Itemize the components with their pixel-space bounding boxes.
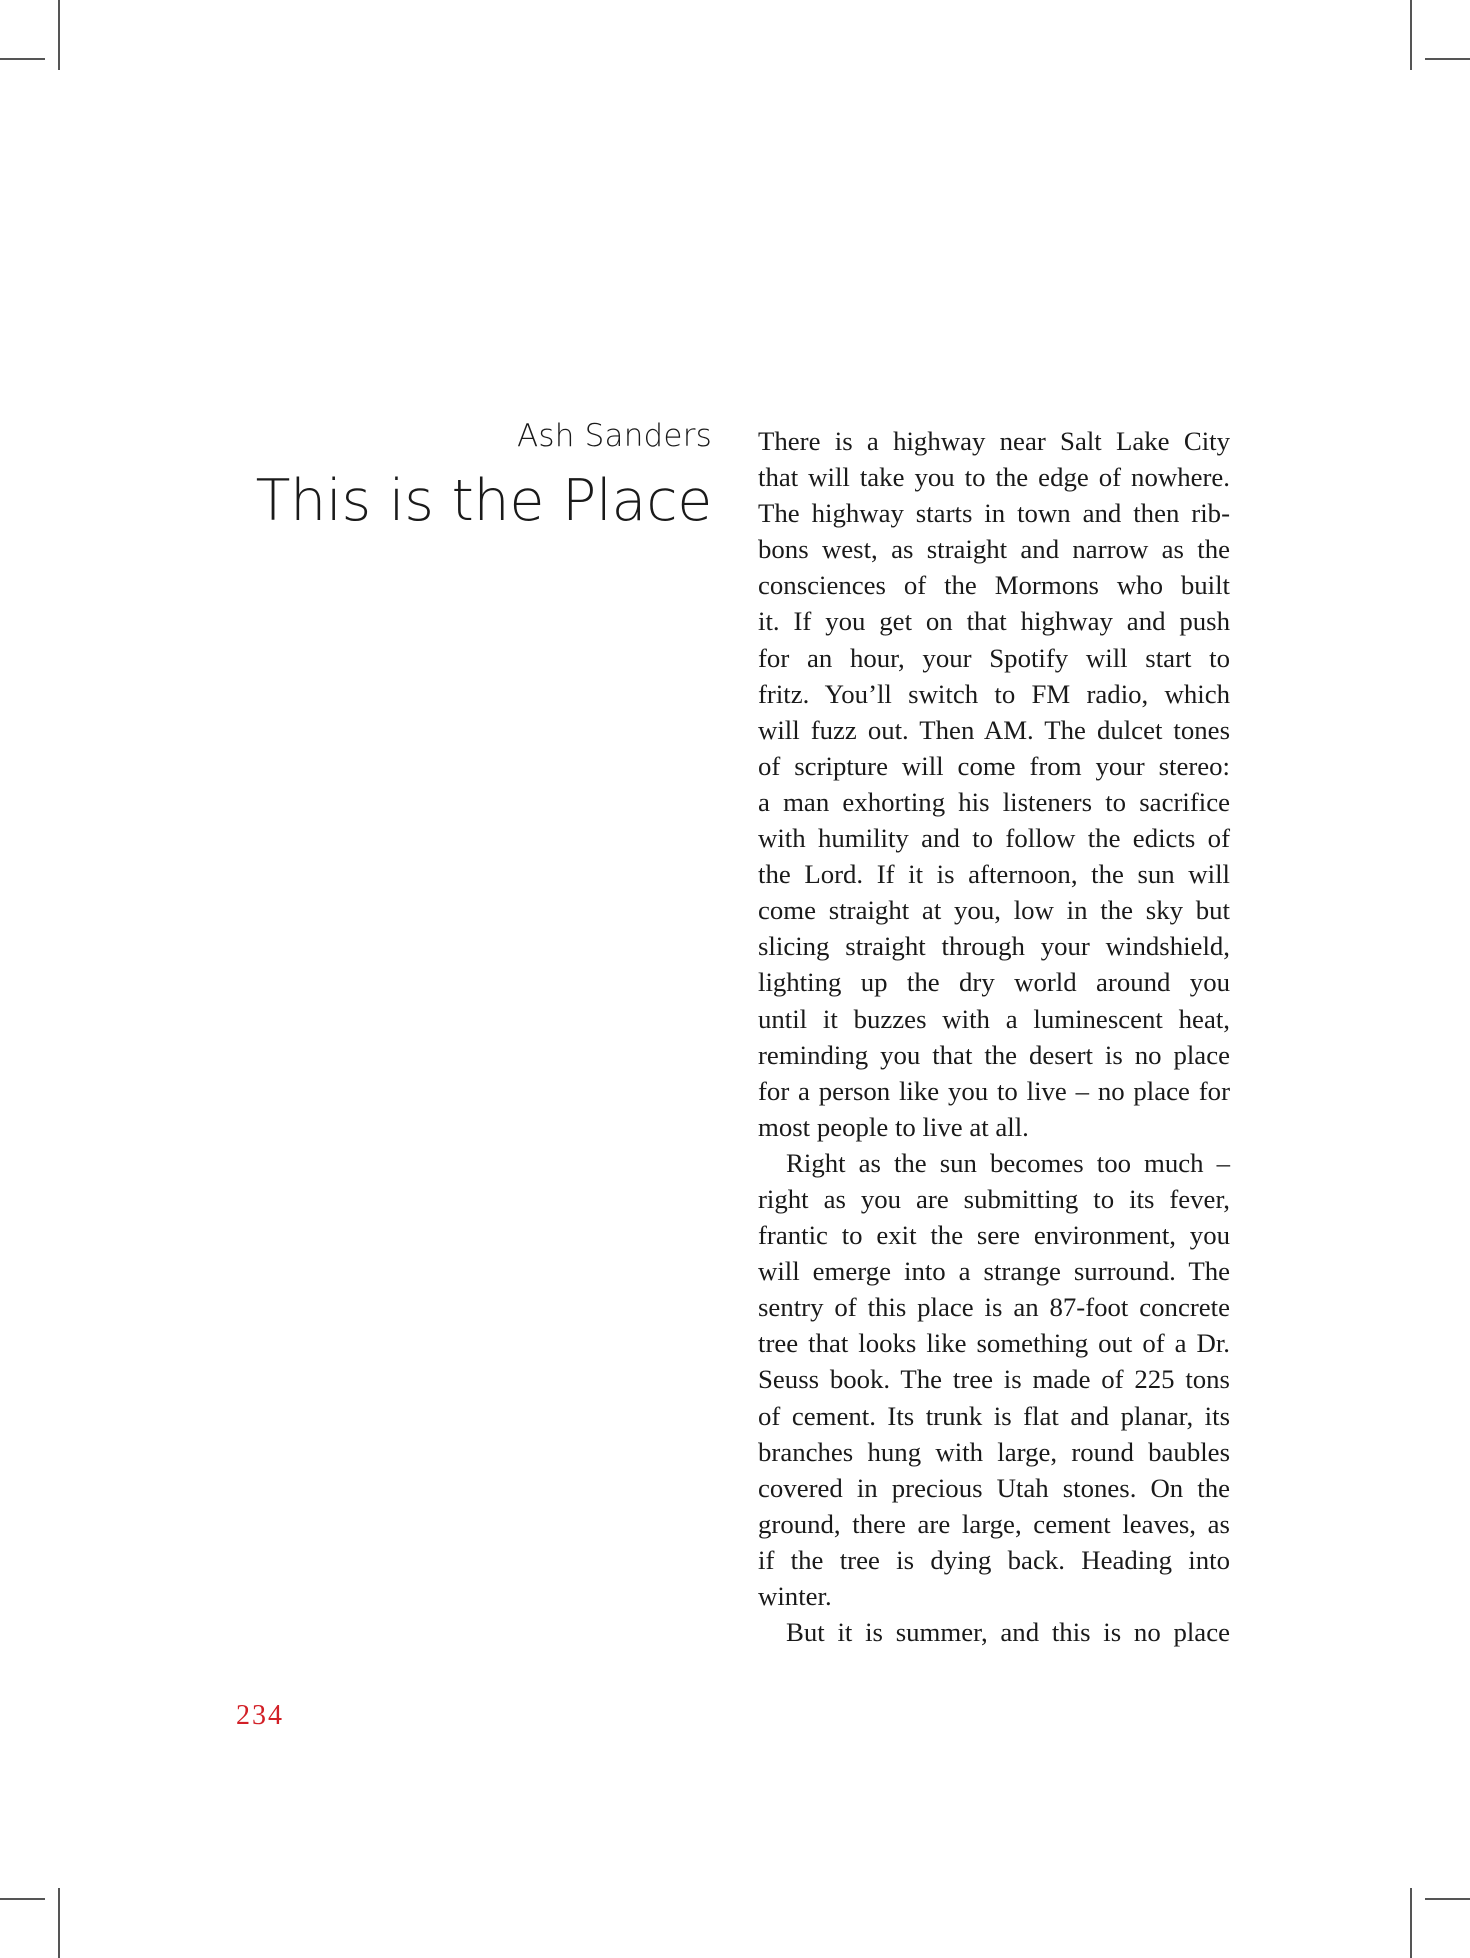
- body-line: consciences of the Mormons who built: [758, 570, 1230, 601]
- body-line: of scripture will come from your stereo:: [758, 750, 1230, 781]
- crop-mark: [1425, 58, 1470, 60]
- body-line: But it is summer, and this is no place: [786, 1617, 1230, 1648]
- body-line: reminding you that the desert is no place: [758, 1039, 1230, 1070]
- crop-mark: [58, 1888, 60, 1958]
- body-line: The highway starts in town and then rib-: [758, 498, 1230, 529]
- body-line: tree that looks like something out of a Dr.: [758, 1328, 1230, 1359]
- crop-mark: [1425, 1898, 1470, 1900]
- body-line: come straight at you, low in the sky but: [758, 895, 1230, 926]
- body-line: right as you are submitting to its fever,: [758, 1183, 1230, 1214]
- body-line: the Lord. If it is afternoon, the sun will: [758, 859, 1230, 890]
- body-line: sentry of this place is an 87-foot concrete: [758, 1292, 1230, 1323]
- body-line: branches hung with large, round baubles: [758, 1436, 1230, 1467]
- crop-mark: [1410, 0, 1412, 70]
- body-line: fritz. You’ll switch to FM radio, which: [758, 678, 1230, 709]
- author-name: Ash Sanders: [516, 418, 712, 454]
- body-line: ground, there are large, cement leaves, as: [758, 1508, 1230, 1539]
- body-line: Right as the sun becomes too much –: [786, 1147, 1230, 1178]
- article-title: This is the Place: [255, 468, 712, 534]
- body-line: covered in precious Utah stones. On the: [758, 1472, 1230, 1503]
- body-line: slicing straight through your windshield,: [758, 931, 1230, 962]
- body-line: for a person like you to live – no place for: [758, 1075, 1230, 1106]
- body-line: until it buzzes with a luminescent heat,: [758, 1003, 1230, 1034]
- body-line: winter.: [758, 1581, 832, 1611]
- body-line: of cement. Its trunk is flat and planar, its: [758, 1400, 1230, 1431]
- body-line: for an hour, your Spotify will start to: [758, 642, 1230, 673]
- crop-mark: [1410, 1888, 1412, 1958]
- body-line: will emerge into a strange surround. The: [758, 1256, 1230, 1287]
- body-line: it. If you get on that highway and push: [758, 606, 1230, 637]
- article-body: [758, 423, 1230, 1650]
- body-line: bons west, as straight and narrow as the: [758, 534, 1230, 565]
- crop-mark: [58, 0, 60, 70]
- body-line: will fuzz out. Then AM. The dulcet tones: [758, 714, 1230, 745]
- page-number: 234: [236, 1700, 284, 1731]
- body-line: lighting up the dry world around you: [758, 967, 1230, 998]
- body-line: a man exhorting his listeners to sacrifice: [758, 786, 1230, 817]
- body-line: most people to live at all.: [758, 1111, 1029, 1142]
- body-line: if the tree is dying back. Heading into: [758, 1544, 1230, 1575]
- crop-mark: [0, 58, 45, 60]
- body-line: Seuss book. The tree is made of 225 tons: [758, 1364, 1230, 1395]
- body-line: There is a highway near Salt Lake City: [758, 426, 1230, 456]
- body-line: frantic to exit the sere environment, you: [758, 1220, 1230, 1251]
- body-line: that will take you to the edge of nowhere.: [758, 462, 1230, 493]
- crop-mark: [0, 1898, 45, 1900]
- body-line: with humility and to follow the edicts of: [758, 823, 1230, 854]
